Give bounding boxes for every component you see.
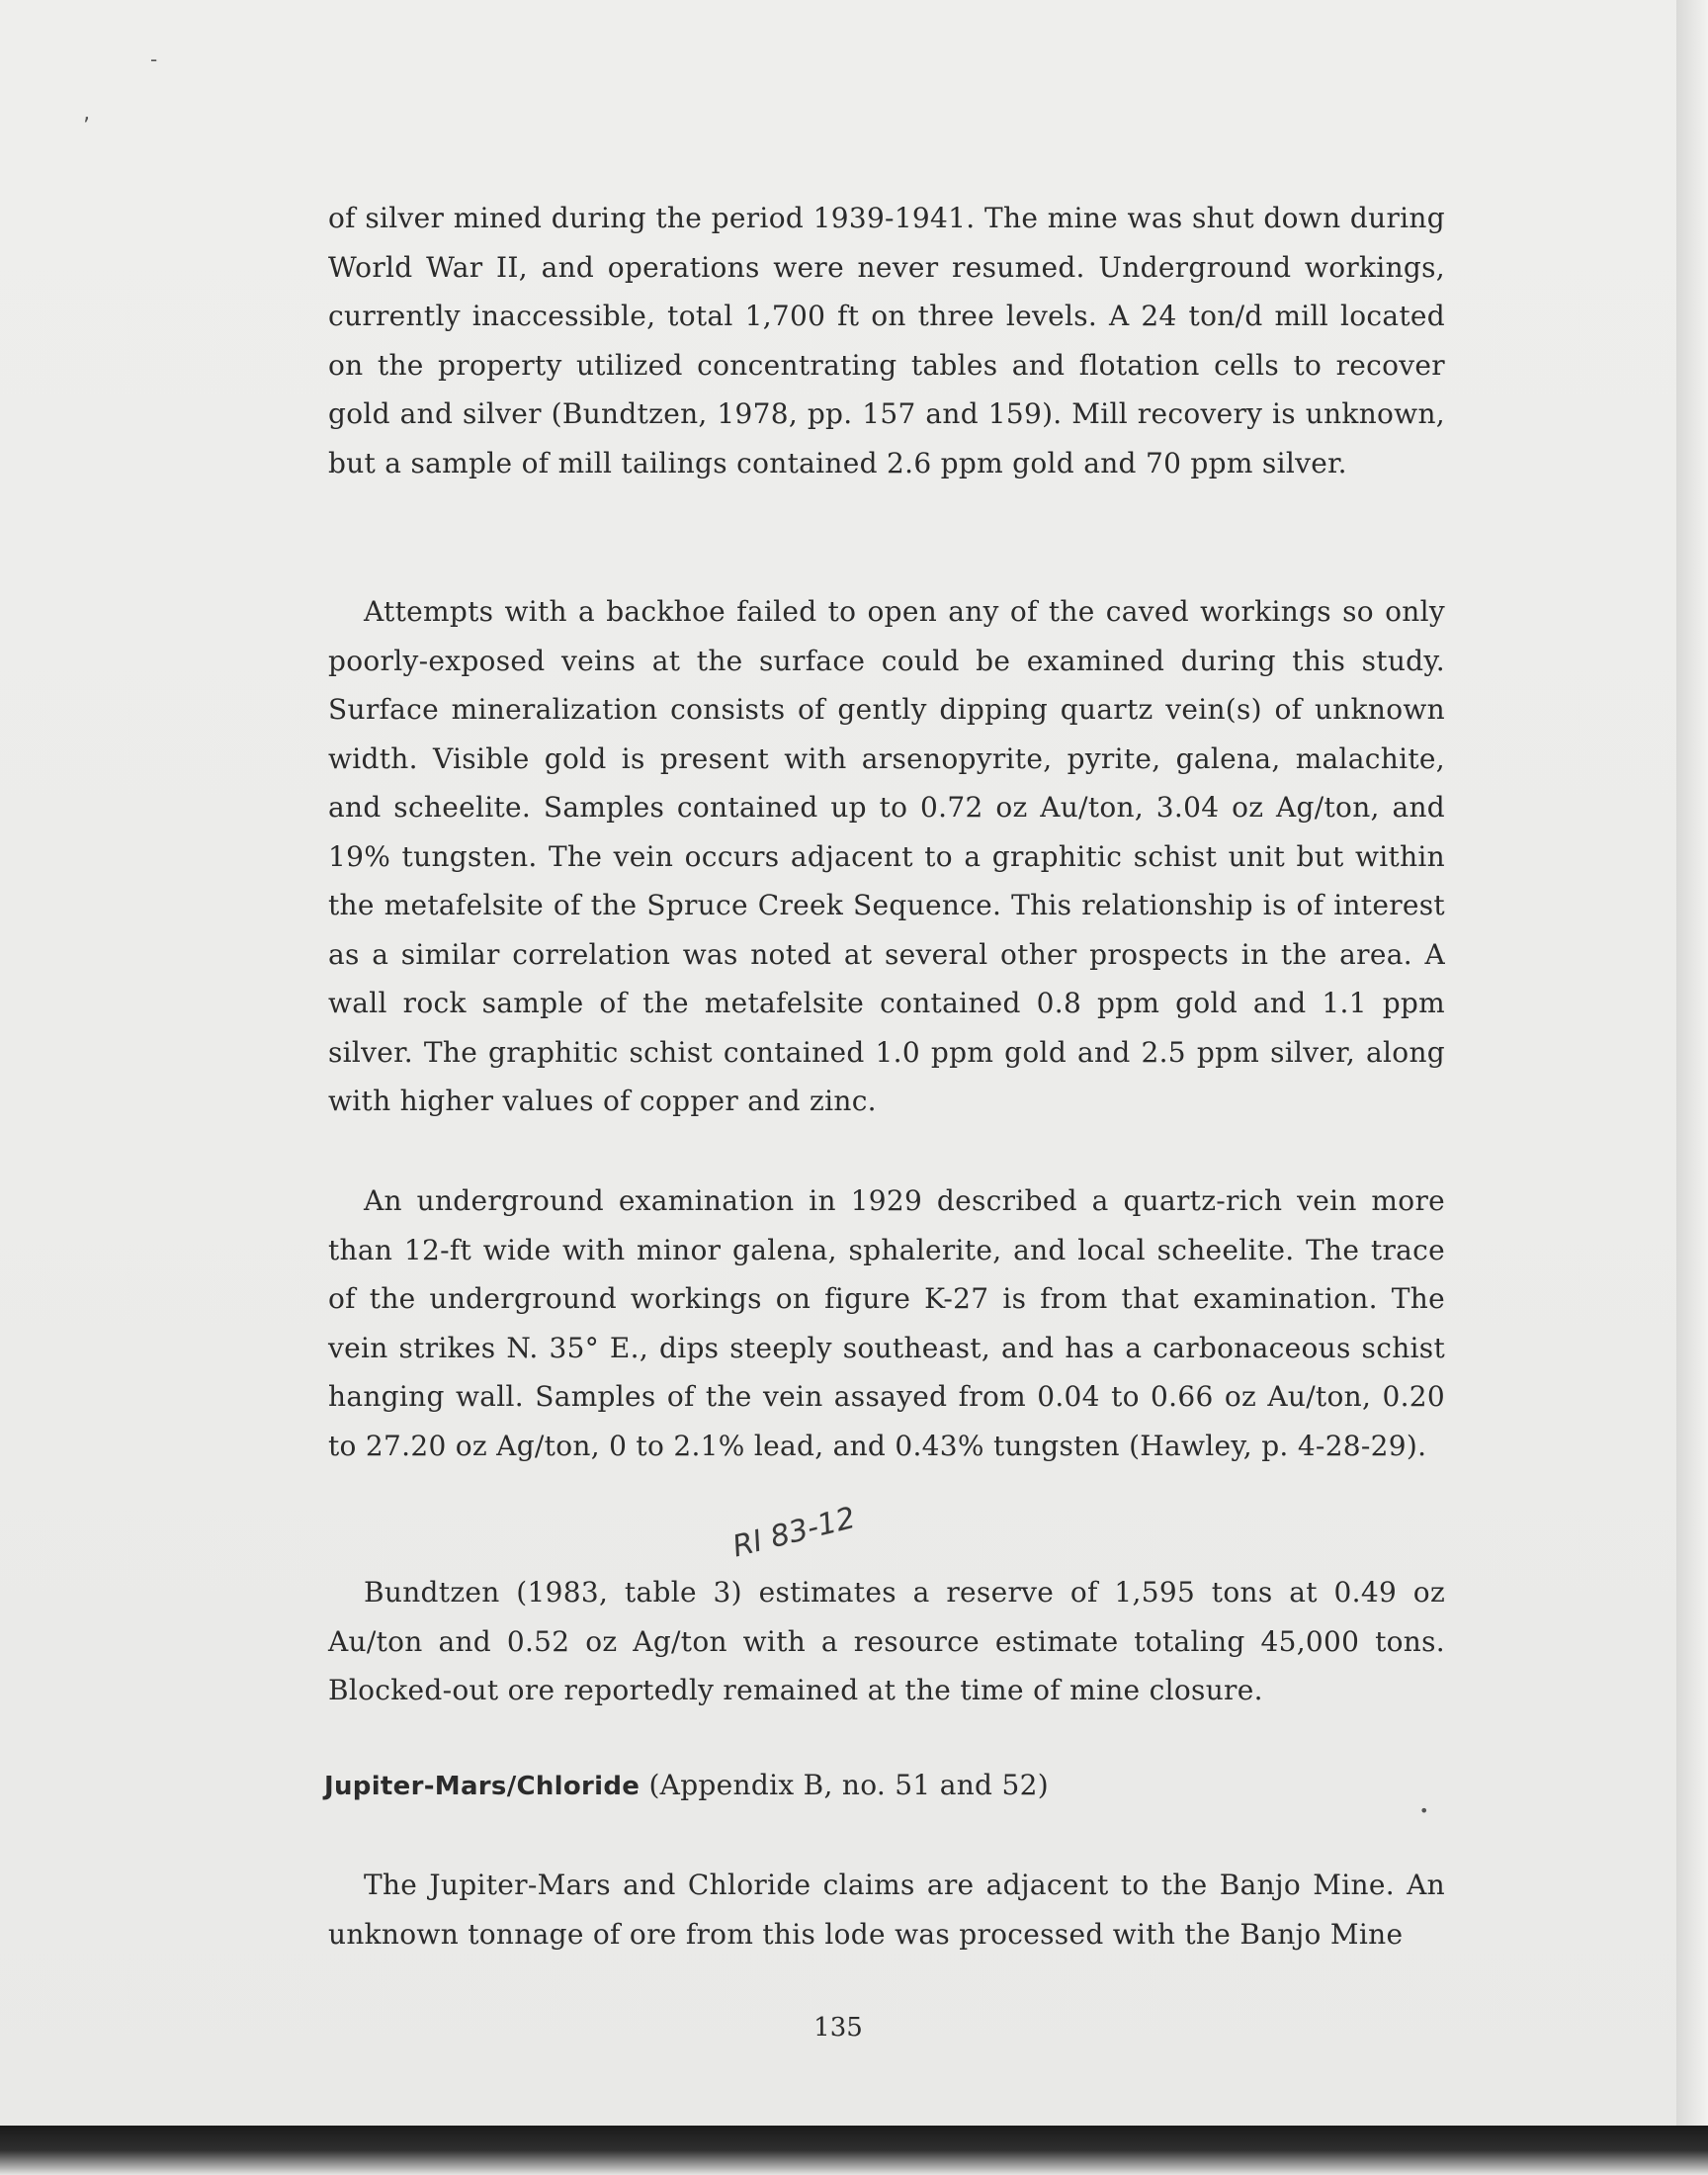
scan-speck: -: [150, 47, 158, 71]
page-number: 135: [813, 2013, 863, 2043]
handwritten-note: RI 83-12: [728, 1500, 859, 1565]
paragraph-4: Bundtzen (1983, table 3) estimates a reserve of 1,595 tons at 0.49 oz Au/ton and 0.52 oz Ag/ton with a resource estimate totaling 45,000 tons. Blocked-out ore reportedly remained at the time of mine closure.: [328, 1576, 1445, 1706]
section-heading-reference: (Appendix B, no. 51 and 52): [640, 1769, 1049, 1801]
paragraph-5: The Jupiter-Mars and Chloride claims are adjacent to the Banjo Mine. An unknown tonnage of ore from this lode was processed with the Banjo Mine: [328, 1869, 1445, 1951]
scan-right-edge: [1676, 0, 1708, 2175]
paragraph-2: Attempts with a backhoe failed to open any of the caved workings so only poorly-exposed veins at the surface could be examined during this study. Surface mineralization consists of gently dipping quartz vein(s) of unknown width. Visible gold is present with arsenopyrite, pyrite, galena, malachite, and scheelite. Samples contained up to 0.72 oz Au/ton, 3.04 oz Ag/ton, and 19% tungsten. The vein occurs adjacent to a graphitic schist unit but within the metafelsite of the Spruce Creek Sequence. This relationship is of interest as a similar correlation was noted at several other prospects in the area. A wall rock sample of the metafelsite contained 0.8 ppm gold and 1.1 ppm silver. The graphitic schist contained 1.0 ppm gold and 2.5 ppm silver, along with higher values of copper and zinc.: [328, 595, 1445, 1117]
paragraph-3: An underground examination in 1929 described a quartz-rich vein more than 12-ft wide with minor galena, sphalerite, and local scheelite. The trace of the underground workings on figure K-27 is from that examination. The vein strikes N. 35° E., dips steeply southeast, and has a carbonaceous schist hanging wall. Samples of the vein assayed from 0.04 to 0.66 oz Au/ton, 0.20 to 27.20 oz Ag/ton, 0 to 2.1% lead, and 0.43% tungsten (Hawley, p. 4-28-29).: [328, 1184, 1445, 1462]
scan-bottom-edge: [0, 2126, 1708, 2175]
scan-speck: •: [1419, 1801, 1429, 1820]
section-heading: [324, 1761, 1049, 1812]
scan-speck: ‚: [83, 101, 90, 126]
paragraph-1: of silver mined during the period 1939-1941. The mine was shut down during World War II, and operations were never resumed. Underground workings, currently inaccessible, total 1,700 ft on three levels. A 24 ton/d mill located on the property utilized concentrating tables and flotation cells to recover gold and silver (Bundtzen, 1978, pp. 157 and 159). Mill recovery is unknown, but a sample of mill tailings contained 2.6 ppm gold and 70 ppm silver.: [328, 202, 1445, 479]
section-heading-title: Jupiter-Mars/Chloride: [324, 1772, 640, 1801]
